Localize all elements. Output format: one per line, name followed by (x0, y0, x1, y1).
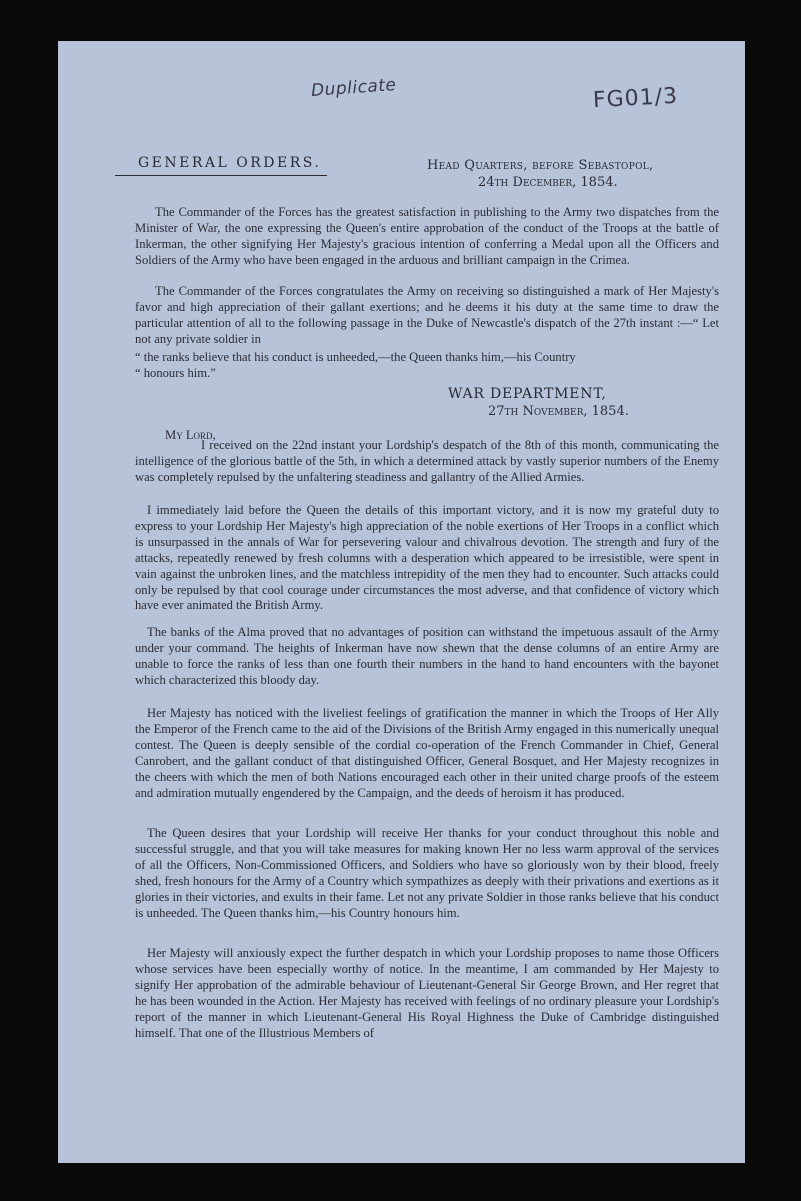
document-page (58, 41, 745, 1163)
handwritten-reference-number: FG01/3 (592, 83, 679, 114)
letter-date: 27th November, 1854. (488, 404, 629, 419)
letter-paragraph: The Queen desires that your Lordship will receive Her thanks for your conduct throughout this noble and successful struggle, and that you will take measures for making known Her no less warm approval of the services of all the Officers, Non-Commissioned Officers, and Soldiers who have so gloriously won by their blood, freely shed, fresh honours for the Army of a Country which sympathizes as deeply with their privations and exertions as it glories in their victories, and exults in their fame. Let not any private Soldier in those ranks believe that his conduct is unheeded. The Queen thanks him,—his Country honours him. (135, 826, 719, 920)
letter-paragraph: Her Majesty will anxiously expect the further despatch in which your Lordship proposes to name those Officers whose services have been especially worthy of notice. In the meantime, I am commanded by Her Majesty to signify Her approbation of the admirable behaviour of Lieutenant-General Sir George Brown, and Her regret that he has been wounded in the Action. Her Majesty has received with feelings of no ordinary pleasure your Lordship's report of the manner in which Lieutenant-General His Royal Highness the Duke of Cambridge distinguished himself. That one of the Illustrious Members of (135, 946, 719, 1040)
order-paragraph: The Commander of the Forces congratulates the Army on receiving so distinguished a mark of Her Majesty's favor and high appreciation of their gallant exertions; and he deems it his duty at the same time to draw the particular attention of all to the following passage in the Duke of Newcastle's dispatch of the 27th instant :—“ Let not any private soldier in (135, 284, 719, 346)
war-department-heading: WAR DEPARTMENT, (448, 386, 607, 402)
salutation: My Lord, (165, 428, 216, 442)
letter-paragraph: I immediately laid before the Queen the details of this important victory, and it is now my grateful duty to express to your Lordship Her Majesty's high appreciation of the noble exertions of Her Troops in a conflict which is unsurpassed in the annals of War for persevering valour and chivalrous devotion. The strength and fury of the attacks, repeatedly renewed by fresh columns with a desperation which appeared to be irresistible, were spent in vain against the unbroken lines, and the matchless intrepidity of the men they had to encounter. Such attacks could only be repulsed by that cool courage under circumstances the most adverse, and that confidence of victory which have ever animated the British Army. (135, 503, 719, 613)
headquarters-date: 24th December, 1854. (478, 175, 618, 190)
title-underline (115, 175, 327, 176)
order-paragraph: The Commander of the Forces has the greatest satisfaction in publishing to the Army two dispatches from the Minister of War, the one expressing the Queen's entire approbation of the conduct of the Troops at the battle of Inkerman, the other signifying Her Majesty's gracious intention of conferring a Medal upon all the Officers and Soldiers of the Army who have been engaged in the arduous and brilliant campaign in the Crimea. (135, 205, 719, 267)
quote-line: “ the ranks believe that his conduct is unheeded,—the Queen thanks him,—his Country (135, 350, 576, 364)
quoted-passage (135, 350, 719, 382)
headquarters-line: Head Quarters, before Sebastopol, (427, 158, 654, 173)
letter-paragraph: The banks of the Alma proved that no advantages of position can withstand the impetuous assault of the Army under your command. The heights of Inkerman have now shewn that the dense columns of an entire Army are unable to force the ranks of less than one fourth their numbers in the hand to hand encounters with the bayonet which characterized this bloody day. (135, 625, 719, 687)
handwritten-note-duplicate: Duplicate (310, 75, 398, 101)
letter-paragraph: Her Majesty has noticed with the liveliest feelings of gratification the manner in which the Troops of Her Ally the Emperor of the French came to the aid of the Divisions of the British Army engaged in this numerically unequal contest. The Queen is deeply sensible of the cordial co-operation of the French Commander in Chief, General Canrobert, and the gallant conduct of that distinguished Officer, General Bosquet, and Her Majesty recognizes in the cheers with which the men of both Nations encouraged each other in their united charge proofs of the esteem and admiration mutually engendered by the Campaign, and the deeds of heroism it has produced. (135, 706, 719, 800)
general-orders-title: GENERAL ORDERS. (138, 155, 322, 171)
letter-paragraph: I received on the 22nd instant your Lordship's despatch of the 8th of this month, communicating the intelligence of the glorious battle of the 5th, in which a determined attack by vastly superior numbers of the Enemy was completely repulsed by the unfaltering steadiness and gallantry of the Allied Armies. (135, 438, 719, 484)
quote-line: “ honours him.” (135, 365, 216, 380)
